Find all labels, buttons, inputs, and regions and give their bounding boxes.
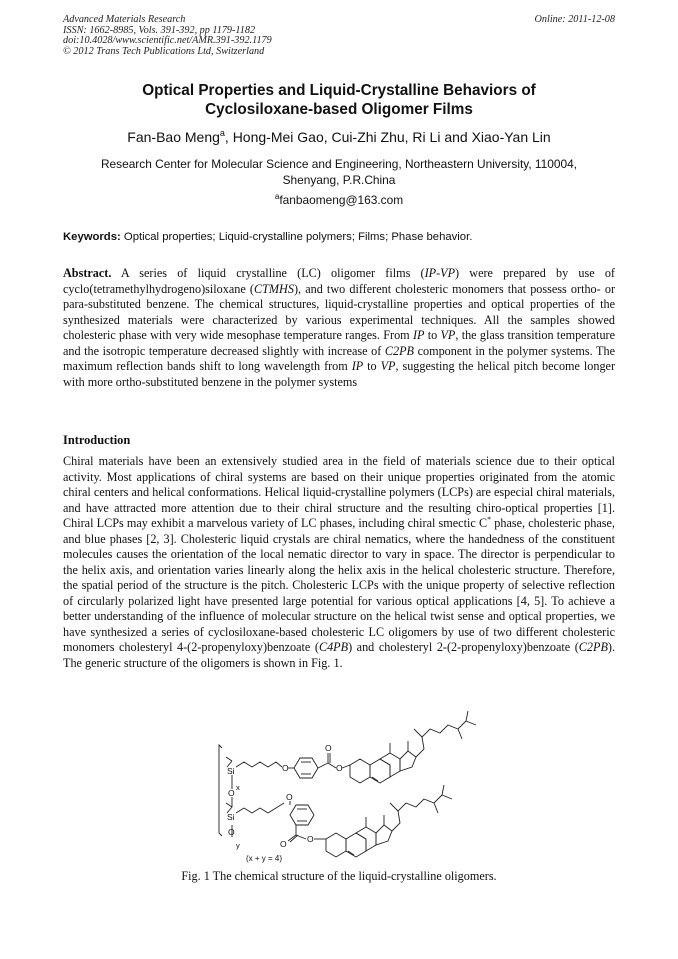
- abstract-text: ) were prepared by use of cyclo(tetramethylhydrogeno)siloxane (: [63, 266, 615, 296]
- section-heading-introduction: Introduction: [63, 433, 131, 447]
- email-address: fanbaomeng@163.com: [279, 193, 404, 207]
- intro-term: C4PB: [318, 640, 349, 654]
- affiliation-line-1: Research Center for Molecular Science and Engineering, Northeastern University, 110004,: [100, 157, 578, 171]
- abstract-text: to: [363, 359, 381, 373]
- author-email: [63, 192, 615, 208]
- other-authors: , Hong-Mei Gao, Cui-Zhi Zhu, Ri Li and Xiao-Yan Lin: [224, 129, 551, 145]
- title-line-1: Optical Properties and Liquid-Crystalline Behaviors of: [142, 82, 536, 99]
- intro-text: ) and cholesteryl 2-(2-propenyloxy)benzoate (: [348, 640, 579, 654]
- abstract-text: ), and two different cholesteric monomers that possess ortho- or para-substituted benzene. The chemical structures, liquid-crystalline properties and optical properties of the synthesized materials were characterized by various experimental techniques. All the samples showed cholesteric phase with very wide mesophase temperature ranges. From: [63, 281, 616, 342]
- author-list: [63, 129, 615, 146]
- doi-line: doi:10.4028/www.scientific.net/AMR.391-392.1179: [63, 35, 272, 47]
- title-line-2: Cyclosiloxane-based Oligomer Films: [205, 100, 473, 118]
- keywords-text: Optical properties; Liquid-crystalline polymers; Films; Phase behavior.: [120, 231, 473, 243]
- abstract-term: CTMHS: [253, 281, 294, 296]
- intro-text: Chiral materials have been an extensively studied area in the field of materials science due to their optical activity. Most applications of chiral systems are based on their unique properties originated from the atomic chiral centers and helical conformations. Helical liquid-crystalline polymers (LCPs) are especial chiral materials, and have attracted more attention due to their chiral structure and the resulting chiro-optical properties [1]. Chiral LCPs may exhibit a marvelous variety of LC phases, including chiral smectic C: [63, 454, 615, 530]
- label-o-ring-2: O: [228, 827, 235, 837]
- journal-header: [63, 15, 615, 57]
- intro-text: ). The generic structure of the oligomers is shown in Fig. 1.: [63, 640, 616, 670]
- keywords-label: Keywords:: [63, 231, 121, 243]
- abstract-text: component in the polymer systems. The maximum reflection bands shift to long wavelength from: [63, 343, 615, 373]
- abstract-term: C2PB: [384, 343, 415, 358]
- email-mark: a: [274, 192, 280, 201]
- intro-text: phase, cholesteric phase, and blue phases [2, 3]. Cholesteric liquid crystals are chiral nematics, where the handedness of the constituent molecules causes the orientation of the local nematic director to vary in space. The director is perpendicular to the helix axis, and orientation varies linearly along the helix axis in the helical cholesteric structure. Therefore, the spatial period of the structure is the pitch. Cholesteric LCPs with the unique property of selective reflection of circularly polarized light have presented large potential for various optical applications [4, 5]. To achieve a better understanding of the influence of molecular structure on the helical twist sense and optical properties, we have synthesized a series of cyclosiloxane-based cholesteric LC oligomers by use of two different cholesteric monomers cholesteryl 4-(2-propenyloxy)benzoate (: [63, 516, 615, 654]
- label-o-ether-2: O: [286, 792, 293, 802]
- chemical-structure-drawing: [200, 705, 500, 865]
- abstract-text: to: [424, 328, 441, 342]
- label-y: y: [236, 841, 240, 850]
- abstract-term: IP-VP: [424, 266, 456, 280]
- copyright-line: © 2012 Trans Tech Publications Ltd, Switzerland: [63, 45, 265, 57]
- intro-superscript: *: [487, 515, 492, 524]
- label-o-ether-1: O: [282, 763, 289, 773]
- abstract-text: A series of liquid crystalline (LC) oligomer films (: [111, 266, 425, 280]
- issn-line: ISSN: 1662-8985, Vols. 391-392, pp 1179-1182: [63, 24, 256, 36]
- abstract: [63, 266, 615, 390]
- abstract-term: IP: [412, 328, 425, 342]
- first-author-mark: a: [219, 128, 225, 138]
- affiliation-line-2: Shenyang, P.R.China: [282, 173, 396, 187]
- keywords: [63, 230, 615, 244]
- abstract-term: IP: [351, 359, 364, 373]
- label-si-1: Si: [227, 766, 235, 776]
- label-o-ester-2: O: [307, 834, 314, 844]
- abstract-term: VP: [380, 359, 396, 373]
- introduction-body: [63, 454, 615, 671]
- abstract-term: VP: [440, 328, 456, 342]
- journal-name: Advanced Materials Research: [63, 14, 186, 25]
- figure-caption: Fig. 1 The chemical structure of the liquid-crystalline oligomers.: [181, 869, 497, 883]
- abstract-label: Abstract.: [63, 266, 112, 280]
- intro-term: C2PB: [578, 640, 608, 654]
- label-o-carbonyl-1: O: [325, 743, 332, 753]
- chemical-structure-figure: [200, 705, 500, 865]
- label-formula: (x + y = 4): [246, 854, 283, 863]
- abstract-text: , the glass transition temperature and the isotropic temperature decreased slightly with increase of: [63, 328, 616, 358]
- label-si-2: Si: [227, 812, 235, 822]
- affiliation: [63, 156, 615, 188]
- label-o-ester-1: O: [336, 763, 343, 773]
- first-author: Fan-Bao Meng: [127, 129, 220, 145]
- paper-title: [63, 82, 615, 119]
- label-o-ring-1: O: [228, 788, 235, 798]
- online-date: Online: 2011-12-08: [534, 14, 615, 25]
- label-o-carbonyl-2: O: [280, 839, 287, 849]
- label-x: x: [236, 783, 240, 792]
- abstract-text: , suggesting the helical pitch become longer with more ortho-substituted benzene in the polymer systems: [63, 359, 616, 389]
